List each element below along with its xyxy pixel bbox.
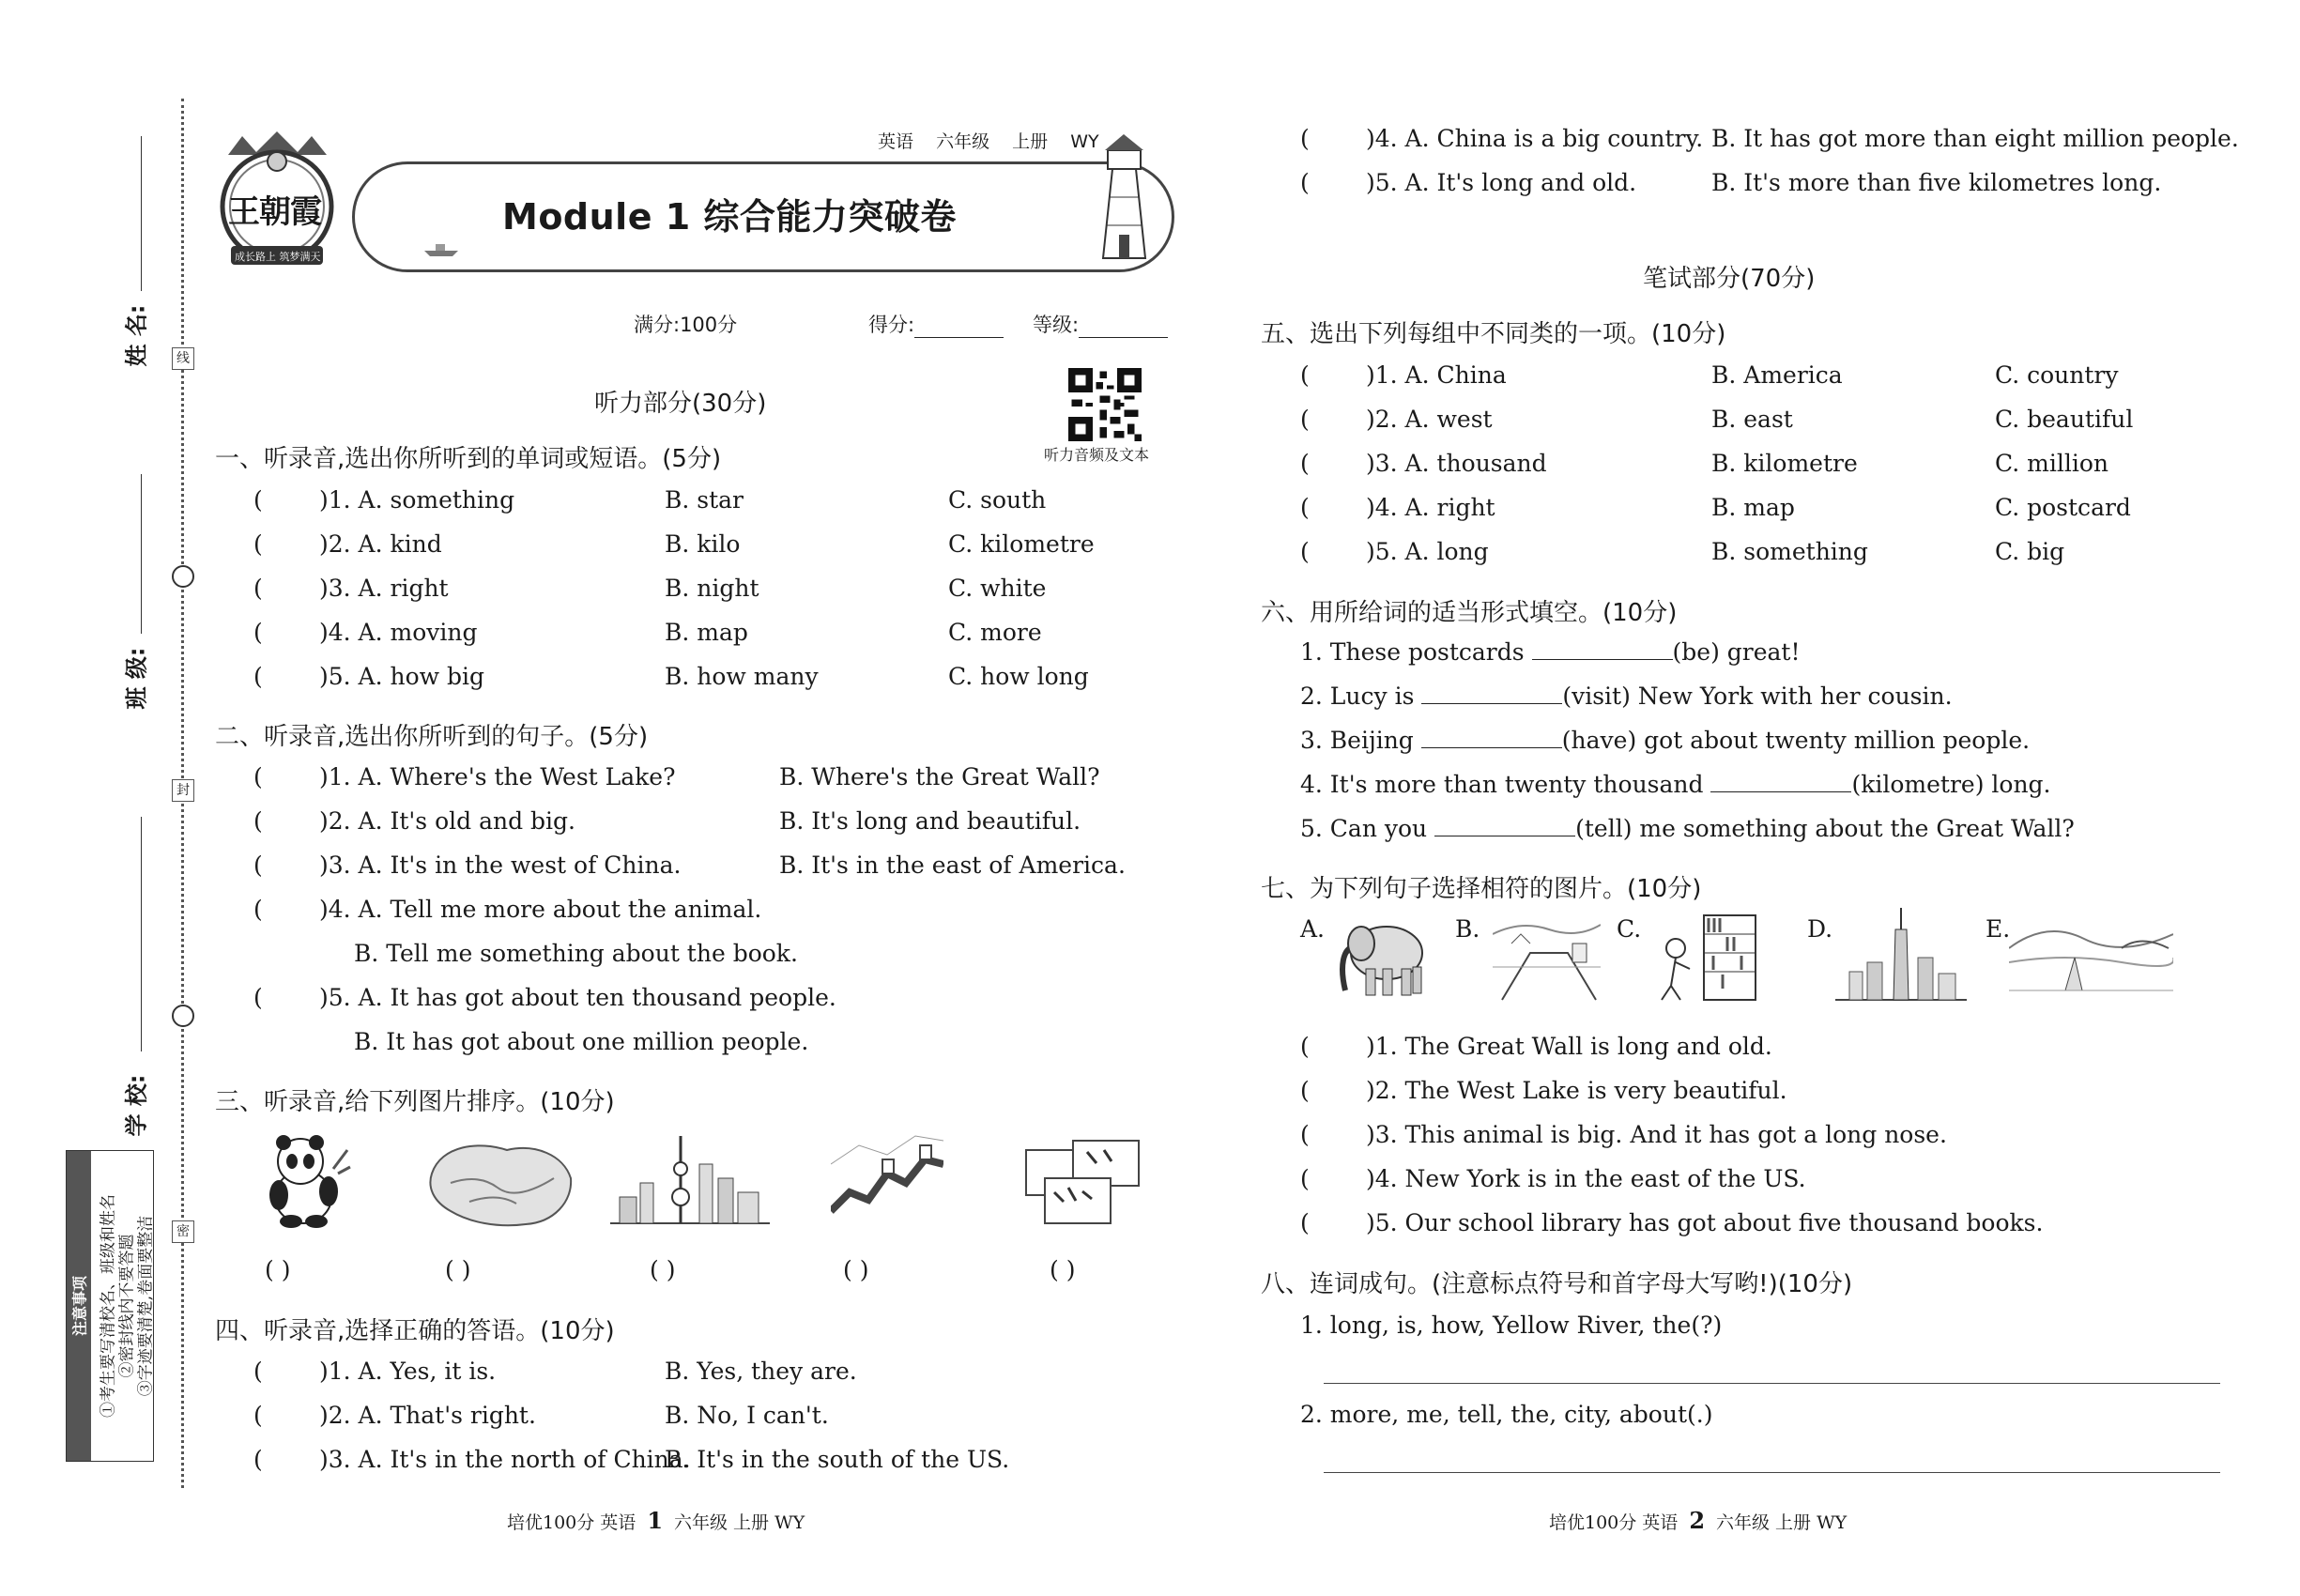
s5-q4-b: B. map: [1711, 494, 1795, 521]
listening-title: 听力部分(30分): [594, 390, 767, 418]
bind-char-feng: 封: [172, 779, 194, 802]
s2-q3-b: B. It's in the east of America.: [779, 852, 1126, 879]
s4-q5-a: )5. A. It's long and old.: [1366, 169, 1637, 196]
s8-q1: 1. long, is, how, Yellow River, the(?): [1300, 1312, 1723, 1339]
grade-label: 等级:: [1033, 314, 1080, 336]
s1-q3-b: B. night: [665, 575, 759, 602]
landscape-picture: [2009, 911, 2173, 995]
s7-label-b: B.: [1455, 915, 1480, 943]
s6-q1: [1300, 638, 1801, 666]
s6-q2-blank[interactable]: [1421, 683, 1562, 704]
writing-title: 笔试部分(70分): [1643, 265, 1816, 293]
s4-q2-b: B. No, I can't.: [665, 1402, 829, 1429]
s3-bracket-4[interactable]: ( ): [843, 1256, 869, 1283]
s3-bracket-1[interactable]: ( ): [265, 1256, 291, 1283]
s4-q4-b: B. It has got more than eight million people.: [1711, 125, 2239, 152]
s8-q2: 2. more, me, tell, the, city, about(.): [1300, 1401, 1713, 1428]
s6-q4: [1300, 771, 2051, 798]
meta-volume: 上册: [1012, 131, 1049, 152]
s5-q3-b: B. kilometre: [1711, 450, 1858, 477]
logo-text: 王朝霞: [228, 193, 321, 231]
school-line: [141, 817, 142, 1051]
bind-char-xian: 线: [172, 347, 194, 370]
s8-title: 八、连词成句。(注意标点符号和首字母大写哟!)(10分): [1261, 1270, 1853, 1298]
ship-icon: [422, 239, 460, 258]
footer-right-post: 六年级 上册 WY: [1716, 1512, 1848, 1533]
s6-q5-pre: 5. Can you: [1300, 815, 1435, 842]
s1-q3: )3. A. right: [319, 575, 449, 602]
s5-q2-c: C. beautiful: [1995, 406, 2134, 433]
binding-ring-icon: [172, 1005, 194, 1027]
notes-box: [66, 1150, 154, 1462]
note-3: ③字迹要清楚,卷面要整洁: [136, 1215, 156, 1397]
s1-q2-b: B. kilo: [665, 530, 741, 558]
qr-code-icon: [1068, 368, 1142, 441]
s3-bracket-2[interactable]: ( ): [445, 1256, 471, 1283]
s2-title: 二、听录音,选出你所听到的句子。(5分): [215, 723, 649, 751]
s4-q3-b: B. It's in the south of the US.: [665, 1446, 1010, 1473]
library-picture: [1648, 911, 1760, 1005]
s4-q2-a: )2. A. That's right.: [319, 1402, 536, 1429]
s4-q1-a: )1. A. Yes, it is.: [319, 1358, 497, 1385]
bind-char-mi: 密: [172, 1220, 194, 1243]
city-skyline-picture: [610, 1131, 770, 1230]
footer-left-post: 六年级 上册 WY: [674, 1512, 805, 1533]
s3-bracket-3[interactable]: ( ): [650, 1256, 676, 1283]
west-lake-picture: [1493, 915, 1601, 1005]
binding-ring-icon: [172, 565, 194, 588]
great-wall-picture: [831, 1127, 943, 1230]
s3-bracket-5[interactable]: ( ): [1050, 1256, 1076, 1283]
meta-subject: 英语: [878, 131, 914, 152]
s5-q3-a: )3. A. thousand: [1366, 450, 1547, 477]
qr-caption: 听力音频及文本: [1044, 446, 1150, 464]
class-line: [141, 474, 142, 634]
s1-q4-c: C. more: [948, 619, 1042, 646]
school-label: 学 校:: [123, 1074, 150, 1137]
s7-q2: )2. The West Lake is very beautiful.: [1366, 1077, 1787, 1104]
s6-q2-pre: 2. Lucy is: [1300, 683, 1422, 710]
china-map-picture: [422, 1136, 577, 1230]
s6-q1-post: (be) great!: [1672, 638, 1801, 666]
s4-q5-b: B. It's more than five kilometres long.: [1711, 169, 2162, 196]
s1-q1: )1. A. something: [319, 486, 515, 514]
s1-q5-b: B. how many: [665, 663, 819, 690]
s5-q1-c: C. country: [1995, 361, 2119, 389]
page-number-1: 1: [647, 1507, 664, 1534]
s6-q3-pre: 3. Beijing: [1300, 727, 1421, 754]
page-number-2: 2: [1689, 1507, 1706, 1534]
s1-q5: )5. A. how big: [319, 663, 485, 690]
footer-left-pre: 培优100分 英语: [507, 1512, 636, 1533]
s2-q4-b: B. Tell me something about the book.: [354, 940, 798, 967]
full-score: 满分:100分: [634, 314, 738, 336]
s2-q4-a: )4. A. Tell me more about the animal.: [319, 896, 762, 923]
s5-q4-a: )4. A. right: [1366, 494, 1495, 521]
new-york-picture: [1835, 906, 1967, 1005]
s5-q3-c: C. million: [1995, 450, 2108, 477]
s2-q1-a: )1. A. Where's the West Lake?: [319, 763, 676, 790]
s1-title: 一、听录音,选出你所听到的单词或短语。(5分): [215, 445, 722, 473]
s6-q4-blank[interactable]: [1710, 771, 1851, 792]
score-label: 得分:: [868, 314, 915, 336]
s7-q3: )3. This animal is big. And it has got a long nose.: [1366, 1121, 1947, 1148]
s6-title: 六、用所给词的适当形式填空。(10分): [1261, 599, 1678, 627]
s5-q5-b: B. something: [1711, 538, 1868, 565]
s1-q1-c: C. south: [948, 486, 1047, 514]
s4-title: 四、听录音,选择正确的答语。(10分): [215, 1317, 615, 1345]
footer-right-pre: 培优100分 英语: [1549, 1512, 1679, 1533]
s6-q2: [1300, 683, 1953, 710]
s6-q4-post: (kilometre) long.: [1851, 771, 2051, 798]
s1-q3-c: C. white: [948, 575, 1047, 602]
s4-q4-a: )4. A. China is a big country.: [1366, 125, 1704, 152]
page-title: Module 1 综合能力突破卷: [502, 196, 957, 238]
s7-q1: )1. The Great Wall is long and old.: [1366, 1033, 1772, 1060]
s5-q5-a: )5. A. long: [1366, 538, 1489, 565]
s5-title: 五、选出下列每组中不同类的一项。(10分): [1261, 320, 1726, 348]
s7-label-a: A.: [1300, 915, 1326, 943]
s7-label-c: C.: [1617, 915, 1642, 943]
note-2: ②密封线内不要答题: [117, 1234, 137, 1378]
s2-q1-b: B. Where's the Great Wall?: [779, 763, 1100, 790]
meta-edition: WY: [1070, 131, 1099, 152]
s1-q5-c: C. how long: [948, 663, 1089, 690]
s3-title: 三、听录音,给下列图片排序。(10分): [215, 1088, 615, 1116]
s6-q3-blank[interactable]: [1421, 727, 1562, 748]
s6-q5-blank[interactable]: [1434, 815, 1575, 836]
footer-left: [507, 1507, 805, 1534]
s1-q2-c: C. kilometre: [948, 530, 1095, 558]
s5-q1-a: )1. A. China: [1366, 361, 1507, 389]
s2-q2-b: B. It's long and beautiful.: [779, 807, 1081, 835]
s2-q2-a: )2. A. It's old and big.: [319, 807, 575, 835]
s6-q3: [1300, 727, 2030, 754]
s7-label-e: E.: [1986, 915, 2011, 943]
lighthouse-icon: [1084, 127, 1164, 263]
s6-q3-post: (have) got about twenty million people.: [1561, 727, 2031, 754]
s6-q2-post: (visit) New York with her cousin.: [1562, 683, 1953, 710]
note-1: ①考生要写清校名、班级和姓名: [99, 1194, 118, 1418]
s2-q5-a: )5. A. It has got about ten thousand people.: [319, 984, 836, 1011]
s5-q2-b: B. east: [1711, 406, 1793, 433]
s2-q3-a: )3. A. It's in the west of China.: [319, 852, 682, 879]
s4-q1-b: B. Yes, they are.: [665, 1358, 857, 1385]
logo-slogan: 成长路上 筑梦满天: [235, 251, 321, 263]
s1-q2: )2. A. kind: [319, 530, 442, 558]
s1-q1-b: B. star: [665, 486, 744, 514]
s7-label-d: D.: [1807, 915, 1833, 943]
s8-answer-line-2[interactable]: [1324, 1472, 2220, 1473]
s5-q4-c: C. postcard: [1995, 494, 2131, 521]
s1-q4: )4. A. moving: [319, 619, 478, 646]
s7-q4: )4. New York is in the east of the US.: [1366, 1165, 1806, 1192]
score-field[interactable]: [868, 310, 1004, 338]
s7-q5: )5. Our school library has got about five thousand books.: [1366, 1209, 2044, 1236]
class-label: 班 级:: [123, 647, 150, 710]
s6-q5-post: (tell) me something about the Great Wall?: [1575, 815, 2075, 842]
postcards-picture: [1021, 1131, 1143, 1230]
name-label: 姓 名:: [123, 304, 150, 367]
s5-q5-c: C. big: [1995, 538, 2065, 565]
footer-right: [1549, 1507, 1847, 1534]
s6-q4-pre: 4. It's more than twenty thousand: [1300, 771, 1711, 798]
s6-q5: [1300, 815, 2075, 842]
s7-title: 七、为下列句子选择相符的图片。(10分): [1261, 875, 1702, 903]
s5-q1-b: B. America: [1711, 361, 1843, 389]
s4-q3-a: )3. A. It's in the north of China.: [319, 1446, 691, 1473]
elephant-picture: [1328, 911, 1436, 1000]
notes-title: 注意事项: [70, 1275, 89, 1337]
name-line: [141, 136, 142, 291]
s5-q2-a: )2. A. west: [1366, 406, 1493, 433]
s8-answer-line-1[interactable]: [1324, 1383, 2220, 1384]
panda-picture: [258, 1131, 352, 1230]
s1-q4-b: B. map: [665, 619, 748, 646]
s6-q1-blank[interactable]: [1532, 638, 1673, 660]
s2-q5-b: B. It has got about one million people.: [354, 1028, 809, 1055]
header-meta: [878, 128, 1116, 153]
meta-grade: 六年级: [936, 131, 990, 152]
s6-q1-pre: 1. These postcards: [1300, 638, 1532, 666]
grade-field[interactable]: [1033, 310, 1168, 338]
